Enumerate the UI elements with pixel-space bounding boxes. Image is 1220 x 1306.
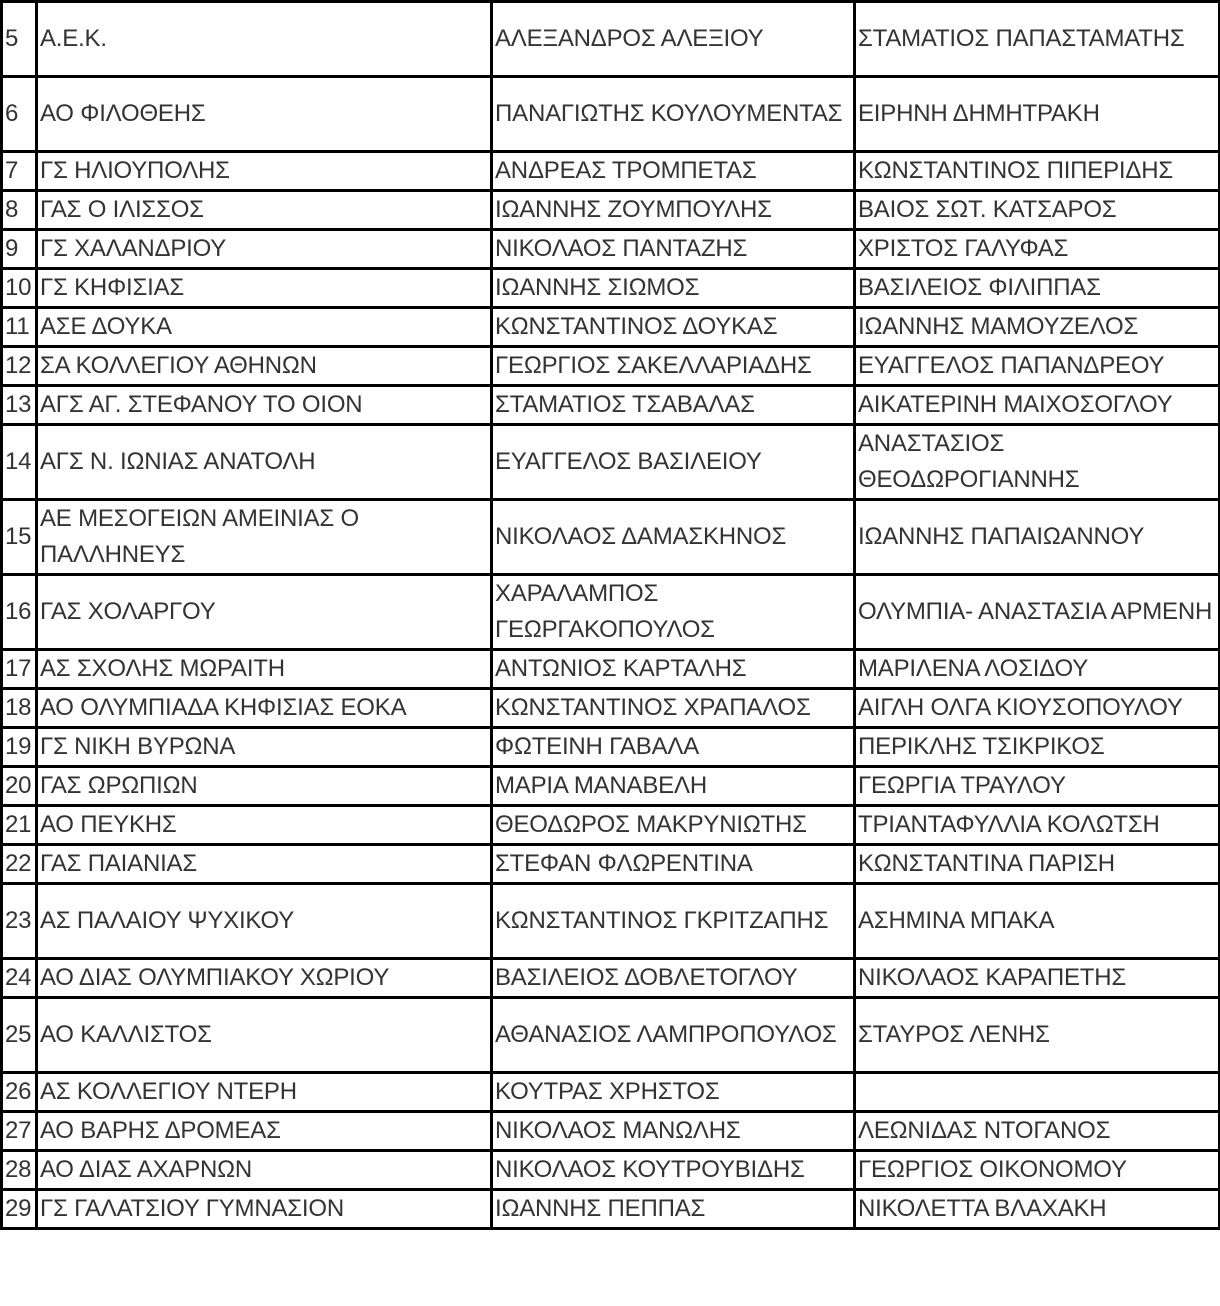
table-row	[2, 347, 1220, 386]
row-number: 7	[2, 152, 37, 191]
table-row	[2, 806, 1220, 845]
club-name: Α.Ε.Κ.	[37, 2, 492, 77]
club-name: ΓΣ ΓΑΛΑΤΣΙΟΥ ΓΥΜΝΑΣΙΟΝ	[37, 1190, 492, 1229]
person-b: ΕΙΡΗΝΗ ΔΗΜΗΤΡΑΚΗ	[855, 77, 1220, 152]
club-name: ΑΟ ΒΑΡΗΣ ΔΡΟΜΕΑΣ	[37, 1112, 492, 1151]
person-a: ΣΤΑΜΑΤΙΟΣ ΤΣΑΒΑΛΑΣ	[492, 386, 855, 425]
person-a: ΓΕΩΡΓΙΟΣ ΣΑΚΕΛΛΑΡΙΑΔΗΣ	[492, 347, 855, 386]
table-row	[2, 845, 1220, 884]
row-number: 25	[2, 998, 37, 1073]
club-name: ΓΣ ΧΑΛΑΝΔΡΙΟΥ	[37, 230, 492, 269]
club-name: ΑΟ ΟΛΥΜΠΙΑΔΑ ΚΗΦΙΣΙΑΣ ΕΟΚΑ	[37, 689, 492, 728]
person-a: ΙΩΑΝΝΗΣ ΖΟΥΜΠΟΥΛΗΣ	[492, 191, 855, 230]
person-a: ΚΟΥΤΡΑΣ ΧΡΗΣΤΟΣ	[492, 1073, 855, 1112]
club-name: ΑΟ ΚΑΛΛΙΣΤΟΣ	[37, 998, 492, 1073]
row-number: 29	[2, 1190, 37, 1229]
person-a: ΑΝΔΡΕΑΣ ΤΡΟΜΠΕΤΑΣ	[492, 152, 855, 191]
person-b: ΑΙΓΛΗ ΟΛΓΑ ΚΙΟΥΣΟΠΟΥΛΟΥ	[855, 689, 1220, 728]
person-a: ΑΘΑΝΑΣΙΟΣ ΛΑΜΠΡΟΠΟΥΛΟΣ	[492, 998, 855, 1073]
person-b: ΚΩΝΣΤΑΝΤΙΝΑ ΠΑΡΙΣΗ	[855, 845, 1220, 884]
person-b: ΒΑΣΙΛΕΙΟΣ ΦΙΛΙΠΠΑΣ	[855, 269, 1220, 308]
table-row	[2, 269, 1220, 308]
club-name: ΑΣ ΚΟΛΛΕΓΙΟΥ ΝΤΕΡΗ	[37, 1073, 492, 1112]
person-a: ΚΩΝΣΤΑΝΤΙΝΟΣ ΔΟΥΚΑΣ	[492, 308, 855, 347]
person-b: ΛΕΩΝΙΔΑΣ ΝΤΟΓΑΝΟΣ	[855, 1112, 1220, 1151]
club-name: ΓΑΣ ΠΑΙΑΝΙΑΣ	[37, 845, 492, 884]
person-a: ΝΙΚΟΛΑΟΣ ΚΟΥΤΡΟΥΒΙΔΗΣ	[492, 1151, 855, 1190]
table-row	[2, 998, 1220, 1073]
table-row	[2, 152, 1220, 191]
person-b: ΠΕΡΙΚΛΗΣ ΤΣΙΚΡΙΚΟΣ	[855, 728, 1220, 767]
person-b: ΝΙΚΟΛΕΤΤΑ ΒΛΑΧΑΚΗ	[855, 1190, 1220, 1229]
club-name: ΑΟ ΠΕΥΚΗΣ	[37, 806, 492, 845]
club-name: ΑΓΣ ΑΓ. ΣΤΕΦΑΝΟΥ ΤΟ ΟΙΟΝ	[37, 386, 492, 425]
person-b	[855, 1073, 1220, 1112]
table-row	[2, 77, 1220, 152]
club-name: ΓΣ ΚΗΦΙΣΙΑΣ	[37, 269, 492, 308]
table-row	[2, 959, 1220, 998]
table-row	[2, 500, 1220, 575]
row-number: 20	[2, 767, 37, 806]
table-row	[2, 728, 1220, 767]
row-number: 22	[2, 845, 37, 884]
row-number: 10	[2, 269, 37, 308]
person-b: ΜΑΡΙΛΕΝΑ ΛΟΣΙΔΟΥ	[855, 650, 1220, 689]
table-row	[2, 386, 1220, 425]
table-row	[2, 425, 1220, 500]
person-a: ΜΑΡΙΑ ΜΑΝΑΒΕΛΗ	[492, 767, 855, 806]
row-number: 26	[2, 1073, 37, 1112]
person-a: ΙΩΑΝΝΗΣ ΣΙΩΜΟΣ	[492, 269, 855, 308]
row-number: 16	[2, 575, 37, 650]
table-row	[2, 1151, 1220, 1190]
person-b: ΝΙΚΟΛΑΟΣ ΚΑΡΑΠΕΤΗΣ	[855, 959, 1220, 998]
table-row	[2, 1112, 1220, 1151]
row-number: 14	[2, 425, 37, 500]
table-row	[2, 650, 1220, 689]
table-row	[2, 884, 1220, 959]
table-row	[2, 2, 1220, 77]
club-name: ΑΟ ΦΙΛΟΘΕΗΣ	[37, 77, 492, 152]
row-number: 17	[2, 650, 37, 689]
person-a: ΑΝΤΩΝΙΟΣ ΚΑΡΤΑΛΗΣ	[492, 650, 855, 689]
person-a: ΒΑΣΙΛΕΙΟΣ ΔΟΒΛΕΤΟΓΛΟΥ	[492, 959, 855, 998]
person-b: ΣΤΑΥΡΟΣ ΛΕΝΗΣ	[855, 998, 1220, 1073]
club-name: ΑΕ ΜΕΣΟΓΕΙΩΝ ΑΜΕΙΝΙΑΣ Ο ΠΑΛΛΗΝΕΥΣ	[37, 500, 492, 575]
person-b: ΑΣΗΜΙΝΑ ΜΠΑΚΑ	[855, 884, 1220, 959]
person-b: ΑΝΑΣΤΑΣΙΟΣ ΘΕΟΔΩΡΟΓΙΑΝΝΗΣ	[855, 425, 1220, 500]
row-number: 6	[2, 77, 37, 152]
person-a: ΙΩΑΝΝΗΣ ΠΕΠΠΑΣ	[492, 1190, 855, 1229]
person-a: ΘΕΟΔΩΡΟΣ ΜΑΚΡΥΝΙΩΤΗΣ	[492, 806, 855, 845]
row-number: 28	[2, 1151, 37, 1190]
person-b: ΓΕΩΡΓΙΟΣ ΟΙΚΟΝΟΜΟΥ	[855, 1151, 1220, 1190]
person-a: ΣΤΕΦΑΝ ΦΛΩΡΕΝΤΙΝΑ	[492, 845, 855, 884]
person-a: ΝΙΚΟΛΑΟΣ ΠΑΝΤΑΖΗΣ	[492, 230, 855, 269]
club-name: ΓΑΣ ΧΟΛΑΡΓΟΥ	[37, 575, 492, 650]
club-name: ΑΣ ΣΧΟΛΗΣ ΜΩΡΑΙΤΗ	[37, 650, 492, 689]
table-row	[2, 689, 1220, 728]
row-number: 13	[2, 386, 37, 425]
row-number: 12	[2, 347, 37, 386]
club-name: ΓΣ ΗΛΙΟΥΠΟΛΗΣ	[37, 152, 492, 191]
person-a: ΧΑΡΑΛΑΜΠΟΣ ΓΕΩΡΓΑΚΟΠΟΥΛΟΣ	[492, 575, 855, 650]
table-row	[2, 1190, 1220, 1229]
club-name: ΑΟ ΔΙΑΣ ΑΧΑΡΝΩΝ	[37, 1151, 492, 1190]
person-b: ΤΡΙΑΝΤΑΦΥΛΛΙΑ ΚΟΛΩΤΣΗ	[855, 806, 1220, 845]
person-b: ΙΩΑΝΝΗΣ ΠΑΠΑΙΩΑΝΝΟΥ	[855, 500, 1220, 575]
person-a: ΠΑΝΑΓΙΩΤΗΣ ΚΟΥΛΟΥΜΕΝΤΑΣ	[492, 77, 855, 152]
person-b: ΓΕΩΡΓΙΑ ΤΡΑΥΛΟΥ	[855, 767, 1220, 806]
table-row	[2, 230, 1220, 269]
person-a: ΚΩΝΣΤΑΝΤΙΝΟΣ ΧΡΑΠΑΛΟΣ	[492, 689, 855, 728]
person-b: ΣΤΑΜΑΤΙΟΣ ΠΑΠΑΣΤΑΜΑΤΗΣ	[855, 2, 1220, 77]
row-number: 8	[2, 191, 37, 230]
row-number: 24	[2, 959, 37, 998]
person-a: ΕΥΑΓΓΕΛΟΣ ΒΑΣΙΛΕΙΟΥ	[492, 425, 855, 500]
club-name: ΑΓΣ Ν. ΙΩΝΙΑΣ ΑΝΑΤΟΛΗ	[37, 425, 492, 500]
club-name: ΓΣ ΝΙΚΗ ΒΥΡΩΝΑ	[37, 728, 492, 767]
person-b: ΟΛΥΜΠΙΑ- ΑΝΑΣΤΑΣΙΑ ΑΡΜΕΝΗ	[855, 575, 1220, 650]
person-b: ΒΑΙΟΣ ΣΩΤ. ΚΑΤΣΑΡΟΣ	[855, 191, 1220, 230]
table-row	[2, 575, 1220, 650]
row-number: 9	[2, 230, 37, 269]
row-number: 5	[2, 2, 37, 77]
table-row	[2, 191, 1220, 230]
person-b: ΙΩΑΝΝΗΣ ΜΑΜΟΥΖΕΛΟΣ	[855, 308, 1220, 347]
club-name: ΑΣΕ ΔΟΥΚΑ	[37, 308, 492, 347]
row-number: 15	[2, 500, 37, 575]
row-number: 21	[2, 806, 37, 845]
row-number: 23	[2, 884, 37, 959]
person-a: ΚΩΝΣΤΑΝΤΙΝΟΣ ΓΚΡΙΤΖΑΠΗΣ	[492, 884, 855, 959]
row-number: 11	[2, 308, 37, 347]
table-row	[2, 308, 1220, 347]
person-b: ΑΙΚΑΤΕΡΙΝΗ ΜΑΙΧΟΣΟΓΛΟΥ	[855, 386, 1220, 425]
club-name: ΓΑΣ ΩΡΩΠΙΩΝ	[37, 767, 492, 806]
person-a: ΝΙΚΟΛΑΟΣ ΔΑΜΑΣΚΗΝΟΣ	[492, 500, 855, 575]
person-a: ΦΩΤΕΙΝΗ ΓΑΒΑΛΑ	[492, 728, 855, 767]
person-a: ΑΛΕΞΑΝΔΡΟΣ ΑΛΕΞΙΟΥ	[492, 2, 855, 77]
person-b: ΕΥΑΓΓΕΛΟΣ ΠΑΠΑΝΔΡΕΟΥ	[855, 347, 1220, 386]
person-b: ΧΡΙΣΤΟΣ ΓΑΛΥΦΑΣ	[855, 230, 1220, 269]
club-name: ΓΑΣ Ο ΙΛΙΣΣΟΣ	[37, 191, 492, 230]
row-number: 19	[2, 728, 37, 767]
club-name: ΑΣ ΠΑΛΑΙΟΥ ΨΥΧΙΚΟΥ	[37, 884, 492, 959]
club-name: ΑΟ ΔΙΑΣ ΟΛΥΜΠΙΑΚΟΥ ΧΩΡΙΟΥ	[37, 959, 492, 998]
club-name: ΣΑ ΚΟΛΛΕΓΙΟΥ ΑΘΗΝΩΝ	[37, 347, 492, 386]
row-number: 18	[2, 689, 37, 728]
table-row	[2, 1073, 1220, 1112]
row-number: 27	[2, 1112, 37, 1151]
table-row	[2, 767, 1220, 806]
person-b: ΚΩΝΣΤΑΝΤΙΝΟΣ ΠΙΠΕΡΙΔΗΣ	[855, 152, 1220, 191]
person-a: ΝΙΚΟΛΑΟΣ ΜΑΝΩΛΗΣ	[492, 1112, 855, 1151]
clubs-table-body	[2, 2, 1220, 1229]
